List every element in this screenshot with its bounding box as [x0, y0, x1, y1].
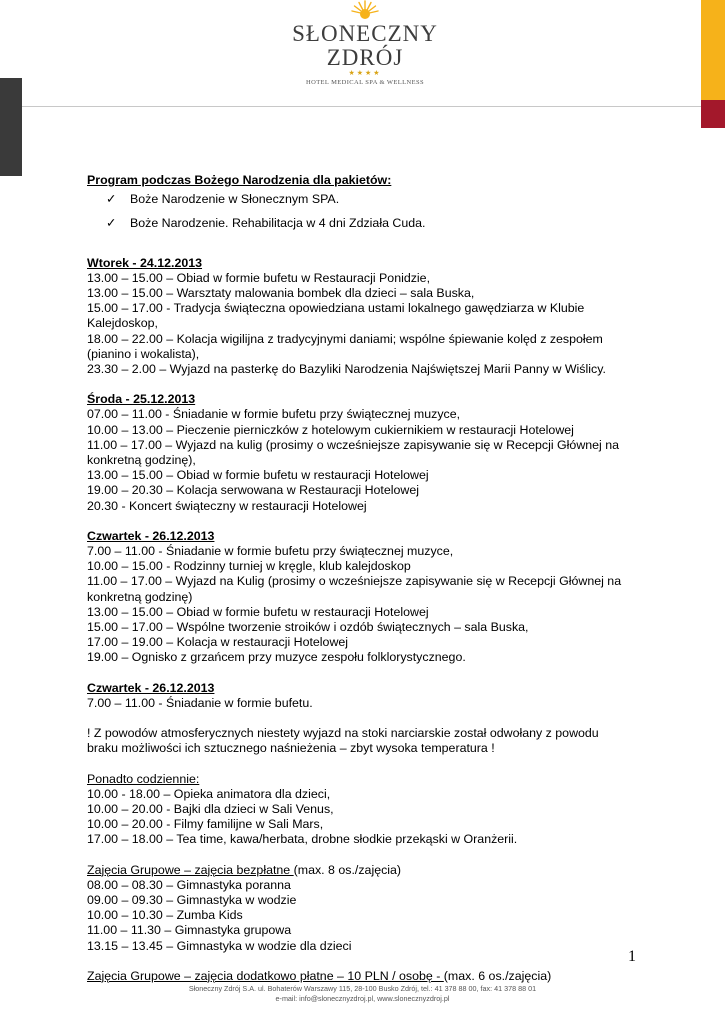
section-title: Środa - 25.12.2013: [87, 392, 196, 407]
program-heading: Program podczas Bożego Narodzenia dla pakietów:: [87, 173, 392, 187]
schedule-line: 10.00 - 18.00 – Opieka animatora dla dzieci,: [87, 786, 331, 801]
schedule-line: 11.00 – 17.00 – Wyjazd na kulig (prosimy o wcześniejsze zapisywanie się w Recepcji Głównej na konkretną godzinę),: [87, 437, 620, 468]
schedule-line: 10.00 – 15.00 - Rodzinny turniej w kręgle, klub kalejdoskop: [87, 559, 411, 574]
schedule-line: 7.00 – 11.00 - Śniadanie w formie bufetu przy świątecznej muzyce,: [87, 544, 454, 559]
section-group-free: [87, 863, 627, 954]
schedule-line: 7.00 – 11.00 - Śniadanie w formie bufetu.: [87, 695, 313, 710]
section-title: Zajęcia Grupowe – zajęcia bezpłatne (max. 8 os./zajęcia): [87, 862, 402, 877]
schedule-line: 23.30 – 2.00 – Wyjazd na pasterkę do Bazyliki Narodzenia Najświętszej Marii Panny w Wiślicy.: [87, 362, 606, 377]
schedule-line: 11.00 – 17.00 – Wyjazd na Kulig (prosimy o wcześniejsze zapisywanie się w Recepcji Głównej na konkretną godzinę): [87, 574, 622, 604]
footer-contact: e-mail: info@slonecznyzdroj.pl, www.slonecznyzdroj.pl: [275, 994, 450, 1003]
page-number: 1: [628, 948, 636, 965]
schedule-line: 08.00 – 08.30 – Gimnastyka poranna: [87, 877, 291, 892]
section-title: Wtorek - 24.12.2013: [87, 255, 203, 270]
schedule-line: 17.00 – 19.00 – Kolacja w restauracji Hotelowej: [87, 635, 349, 650]
schedule-line: 10.00 – 13.00 – Pieczenie pierniczków z hotelowym cukiernikiem w restauracji Hotelowej: [87, 422, 574, 437]
schedule-line: 09.00 – 09.30 – Gimnastyka w wodzie: [87, 892, 297, 907]
section-title: Ponadto codziennie:: [87, 771, 200, 786]
schedule-line: 13.00 – 15.00 – Obiad w formie bufetu w restauracji Hotelowej: [87, 468, 429, 483]
schedule-line: 11.00 – 11.30 – Gimnastyka grupowa: [87, 923, 292, 938]
header-divider: [22, 106, 701, 107]
section-group-paid: [87, 969, 627, 984]
section-title: Czwartek - 26.12.2013: [87, 528, 215, 543]
schedule-line: 10.00 – 20.00 - Bajki dla dzieci w Sali Venus,: [87, 801, 334, 816]
schedule-line: 10.00 – 10.30 – Zumba Kids: [87, 908, 243, 923]
section-thursday-2: [87, 681, 627, 711]
section-wednesday: [87, 392, 627, 514]
logo-name: SŁONECZNY ZDRÓJ: [292, 21, 438, 70]
section-daily: [87, 772, 627, 848]
schedule-line: 07.00 – 11.00 - Śniadanie w formie bufetu przy świątecznej muzyce,: [87, 407, 461, 422]
sun-icon: [350, 0, 380, 20]
document-body: [87, 173, 627, 984]
schedule-line: 15.00 – 17.00 - Tradycja świąteczna opowiedziana ustami lokalnego gawędziarza w Klubie Kalejdoskop,: [87, 301, 585, 331]
package-item: ✓ Boże Narodzenie w Słonecznym SPA.: [106, 192, 340, 207]
left-dark-bar: [0, 78, 22, 176]
schedule-line: 17.00 – 18.00 – Tea time, kawa/herbata, drobne słodkie przekąski w Oranżerii.: [87, 832, 518, 847]
section-thursday: [87, 529, 627, 666]
schedule-line: 13.00 – 15.00 – Warsztaty malowania bombek dla dzieci – sala Buska,: [87, 286, 475, 301]
hotel-logo: [270, 0, 460, 86]
schedule-line: 13.00 – 15.00 – Obiad w formie bufetu w Restauracji Ponidzie,: [87, 270, 431, 285]
schedule-line: 19.00 – Ognisko z grzańcem przy muzyce zespołu folklorystycznego.: [87, 650, 466, 665]
checkmark-icon: ✓: [106, 216, 117, 231]
schedule-line: 10.00 – 20.00 - Filmy familijne w Sali Mars,: [87, 817, 324, 832]
schedule-line: 18.00 – 22.00 – Kolacja wigilijna z tradycyjnymi daniami; wspólne śpiewanie kolęd z zespołem (pianino i wokalista),: [87, 331, 603, 361]
package-item: ✓ Boże Narodzenie. Rehabilitacja w 4 dni Zdziała Cuda.: [106, 216, 426, 231]
schedule-line: 20.30 - Koncert świąteczny w restauracji Hotelowej: [87, 498, 367, 513]
schedule-line: 15.00 – 17.00 – Wspólne tworzenie stroików i ozdób świątecznych – sala Buska,: [87, 620, 529, 635]
right-red-bar: [701, 100, 725, 128]
schedule-line: 13.00 – 15.00 – Obiad w formie bufetu w restauracji Hotelowej: [87, 604, 429, 619]
package-list: [87, 192, 627, 231]
section-title: Zajęcia Grupowe – zajęcia dodatkowo płatne – 10 PLN / osobę - (max. 6 os./zajęcia): [87, 968, 552, 983]
right-yellow-bar: [701, 0, 725, 100]
schedule-line: 19.00 – 20.30 – Kolacja serwowana w Restauracji Hotelowej: [87, 483, 419, 498]
logo-stars: ★★★★: [348, 70, 382, 77]
weather-notice: ! Z powodów atmosferycznych niestety wyjazd na stoki narciarskie został odwołany z powodu braku możliwości ich sztucznego naśnieżenia – zbyt wysoka temperatura !: [87, 726, 599, 756]
logo-subtitle: HOTEL MEDICAL SPA & WELLNESS: [306, 79, 424, 86]
footer-address: Słoneczny Zdrój S.A. ul. Bohaterów Warszawy 115, 28-100 Busko Zdrój, tel.: 41 378 88 00, fax: 41 378 88 01: [188, 984, 537, 993]
section-tuesday: [87, 256, 627, 378]
schedule-line: 13.15 – 13.45 – Gimnastyka w wodzie dla dzieci: [87, 938, 352, 953]
section-title: Czwartek - 26.12.2013: [87, 680, 215, 695]
checkmark-icon: ✓: [106, 192, 117, 207]
